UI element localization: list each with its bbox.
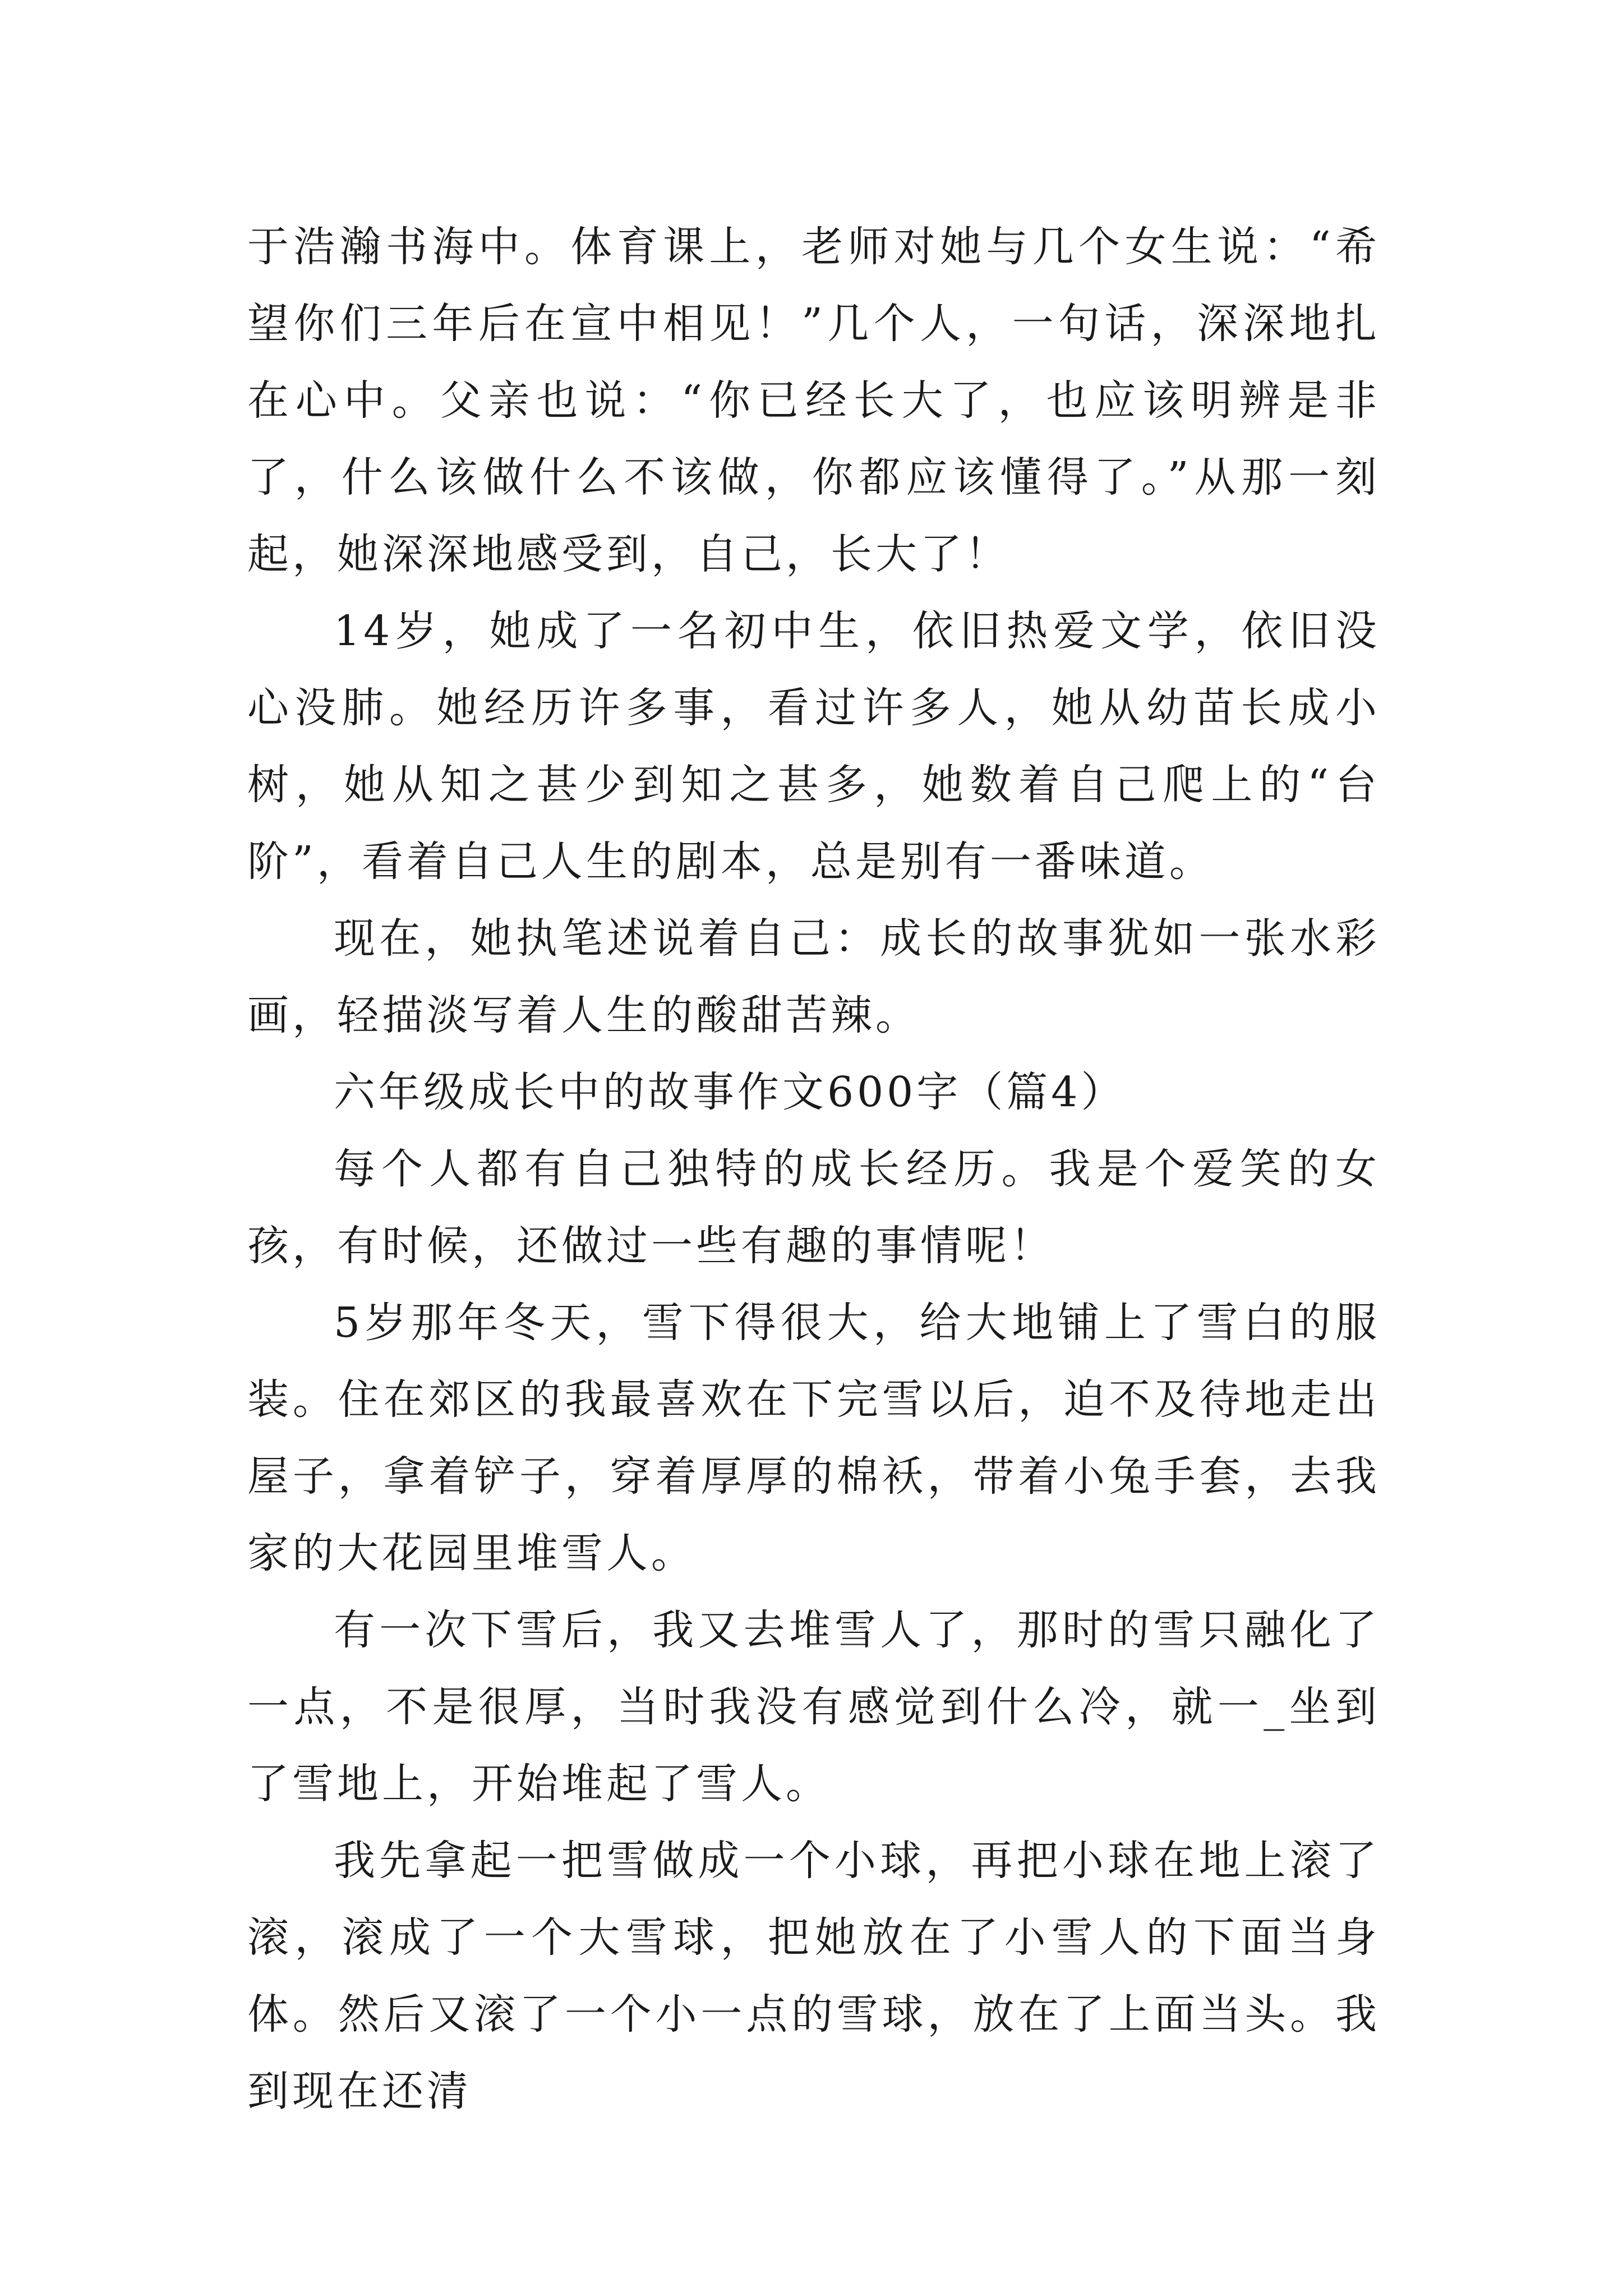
- section-heading: 六年级成长中的故事作文600字（篇4）: [334, 1068, 1126, 1116]
- paragraph-winter: 5岁那年冬天，雪下得很大，给大地铺上了雪白的服装。住在郊区的我最喜欢在下完雪以后，迫不及待地走出屋子，拿着铲子，穿着厚厚的棉袄，带着小兔手套，去我家的大花园里堆雪人。: [247, 1299, 1380, 1577]
- paragraph-now: 现在，她执笔述说着自己：成长的故事犹如一张水彩画，轻描淡写着人生的酸甜苦辣。: [247, 914, 1380, 1039]
- paragraph-snow-day: 有一次下雪后，我又去堆雪人了，那时的雪只融化了一点，不是很厚，当时我没有感觉到什么冷，就一_坐到了雪地上，开始堆起了雪人。: [247, 1606, 1380, 1808]
- paragraph-intro: 每个人都有自己独特的成长经历。我是个爱笑的女孩，有时候，还做过一些有趣的事情呢！: [247, 1145, 1380, 1270]
- paragraph-age-14: 14岁，她成了一名初中生，依旧热爱文学，依旧没心没肺。她经历许多事，看过许多人，她从幼苗长成小树，她从知之甚少到知之甚多，她数着自己爬上的“台阶”，看着自己人生的剧本，总是别有一番味道。: [247, 607, 1380, 886]
- paragraph-continued: 于浩瀚书海中。体育课上，老师对她与几个女生说：“希望你们三年后在宣中相见！”几个人，一句话，深深地扎在心中。父亲也说：“你已经长大了，也应该明辨是非了，什么该做什么不该做，你都应该懂得了。”从那一刻起，她深深地感受到，自己，长大了！: [247, 223, 1380, 578]
- paragraph-snowman: 我先拿起一把雪做成一个小球，再把小球在地上滚了滚，滚成了一个大雪球，把她放在了小雪人的下面当身体。然后又滚了一个小一点的雪球，放在了上面当头。我到现在还清: [247, 1837, 1380, 2115]
- document-body: [247, 209, 1380, 2130]
